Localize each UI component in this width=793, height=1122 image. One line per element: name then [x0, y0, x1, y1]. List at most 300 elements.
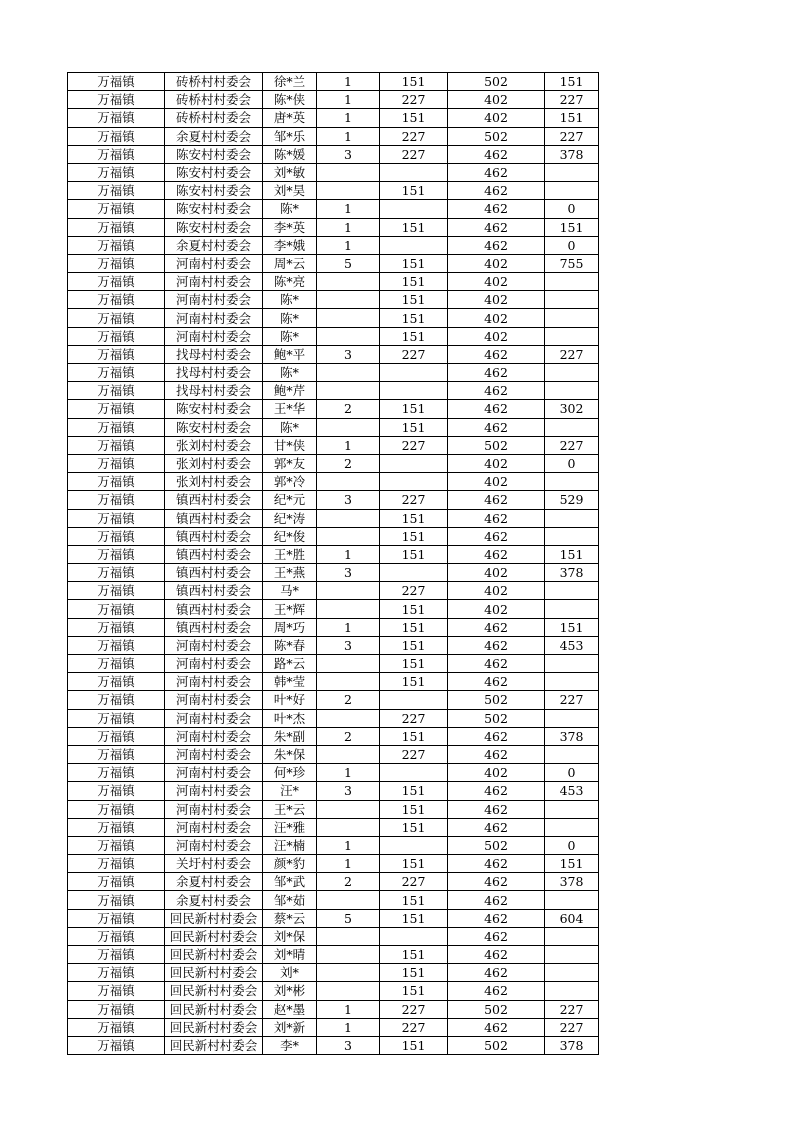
name-cell: 陈* — [263, 364, 317, 382]
amount-a-cell — [380, 764, 448, 782]
town-cell: 万福镇 — [68, 709, 165, 727]
village-committee-cell: 河南村村委会 — [165, 745, 263, 763]
total-cell — [545, 600, 599, 618]
total-cell — [545, 327, 599, 345]
village-committee-cell: 关圩村村委会 — [165, 855, 263, 873]
amount-b-cell: 462 — [448, 745, 545, 763]
name-cell: 朱*副 — [263, 727, 317, 745]
amount-a-cell: 151 — [380, 655, 448, 673]
count-cell: 3 — [317, 491, 380, 509]
town-cell: 万福镇 — [68, 873, 165, 891]
count-cell: 2 — [317, 691, 380, 709]
amount-a-cell: 227 — [380, 127, 448, 145]
town-cell: 万福镇 — [68, 527, 165, 545]
town-cell: 万福镇 — [68, 636, 165, 654]
count-cell: 1 — [317, 91, 380, 109]
amount-b-cell: 402 — [448, 564, 545, 582]
name-cell: 陈*亮 — [263, 273, 317, 291]
name-cell: 刘*昊 — [263, 182, 317, 200]
table-row — [68, 163, 599, 181]
village-committee-cell: 张刘村村委会 — [165, 473, 263, 491]
village-committee-cell: 找母村村委会 — [165, 345, 263, 363]
amount-a-cell: 151 — [380, 218, 448, 236]
amount-b-cell: 462 — [448, 418, 545, 436]
name-cell: 颜*豹 — [263, 855, 317, 873]
town-cell: 万福镇 — [68, 673, 165, 691]
table-row — [68, 527, 599, 545]
table-row — [68, 418, 599, 436]
village-committee-cell: 镇西村村委会 — [165, 491, 263, 509]
village-committee-cell: 砖桥村村委会 — [165, 109, 263, 127]
total-cell — [545, 364, 599, 382]
name-cell: 纪*俊 — [263, 527, 317, 545]
town-cell: 万福镇 — [68, 600, 165, 618]
total-cell: 227 — [545, 127, 599, 145]
amount-a-cell: 151 — [380, 291, 448, 309]
name-cell: 鲍*平 — [263, 345, 317, 363]
amount-b-cell: 402 — [448, 582, 545, 600]
town-cell: 万福镇 — [68, 127, 165, 145]
amount-b-cell: 402 — [448, 109, 545, 127]
village-committee-cell: 张刘村村委会 — [165, 436, 263, 454]
table-row — [68, 545, 599, 563]
count-cell — [317, 182, 380, 200]
table-body — [68, 73, 599, 1055]
amount-a-cell: 151 — [380, 400, 448, 418]
town-cell: 万福镇 — [68, 382, 165, 400]
village-committee-cell: 河南村村委会 — [165, 273, 263, 291]
amount-b-cell: 462 — [448, 891, 545, 909]
name-cell: 陈* — [263, 200, 317, 218]
village-committee-cell: 河南村村委会 — [165, 709, 263, 727]
table-row — [68, 582, 599, 600]
table-row — [68, 436, 599, 454]
name-cell: 徐*兰 — [263, 73, 317, 91]
name-cell: 王*辉 — [263, 600, 317, 618]
amount-a-cell: 151 — [380, 909, 448, 927]
amount-b-cell: 462 — [448, 855, 545, 873]
village-committee-cell: 回民新村村委会 — [165, 946, 263, 964]
amount-a-cell — [380, 927, 448, 945]
count-cell — [317, 600, 380, 618]
town-cell: 万福镇 — [68, 727, 165, 745]
amount-a-cell: 151 — [380, 855, 448, 873]
table-row — [68, 727, 599, 745]
total-cell: 151 — [545, 218, 599, 236]
total-cell: 0 — [545, 200, 599, 218]
name-cell: 陈* — [263, 327, 317, 345]
village-committee-cell: 河南村村委会 — [165, 782, 263, 800]
village-committee-cell: 回民新村村委会 — [165, 927, 263, 945]
amount-b-cell: 502 — [448, 691, 545, 709]
amount-b-cell: 462 — [448, 182, 545, 200]
total-cell: 151 — [545, 109, 599, 127]
town-cell: 万福镇 — [68, 1000, 165, 1018]
total-cell — [545, 382, 599, 400]
table-row — [68, 473, 599, 491]
amount-b-cell: 462 — [448, 636, 545, 654]
town-cell: 万福镇 — [68, 73, 165, 91]
amount-a-cell — [380, 691, 448, 709]
town-cell: 万福镇 — [68, 782, 165, 800]
amount-a-cell: 151 — [380, 600, 448, 618]
amount-a-cell — [380, 200, 448, 218]
village-committee-cell: 砖桥村村委会 — [165, 91, 263, 109]
total-cell — [545, 946, 599, 964]
amount-b-cell: 462 — [448, 382, 545, 400]
amount-a-cell: 227 — [380, 1000, 448, 1018]
count-cell — [317, 745, 380, 763]
table-row — [68, 127, 599, 145]
town-cell: 万福镇 — [68, 254, 165, 272]
count-cell — [317, 291, 380, 309]
count-cell — [317, 673, 380, 691]
total-cell — [545, 964, 599, 982]
amount-b-cell: 462 — [448, 909, 545, 927]
village-committee-cell: 回民新村村委会 — [165, 982, 263, 1000]
name-cell: 王*华 — [263, 400, 317, 418]
table-row — [68, 182, 599, 200]
total-cell — [545, 745, 599, 763]
table-row — [68, 564, 599, 582]
table-row — [68, 873, 599, 891]
count-cell: 3 — [317, 636, 380, 654]
name-cell: 李*英 — [263, 218, 317, 236]
town-cell: 万福镇 — [68, 745, 165, 763]
count-cell: 2 — [317, 727, 380, 745]
total-cell: 755 — [545, 254, 599, 272]
name-cell: 周*云 — [263, 254, 317, 272]
amount-b-cell: 462 — [448, 982, 545, 1000]
amount-a-cell: 151 — [380, 73, 448, 91]
amount-b-cell: 462 — [448, 509, 545, 527]
amount-a-cell: 227 — [380, 1018, 448, 1036]
amount-a-cell: 151 — [380, 1036, 448, 1054]
amount-b-cell: 462 — [448, 946, 545, 964]
count-cell: 5 — [317, 254, 380, 272]
total-cell: 378 — [545, 145, 599, 163]
total-cell — [545, 527, 599, 545]
town-cell: 万福镇 — [68, 564, 165, 582]
name-cell: 郭*冷 — [263, 473, 317, 491]
count-cell: 1 — [317, 218, 380, 236]
name-cell: 陈*侠 — [263, 91, 317, 109]
town-cell: 万福镇 — [68, 891, 165, 909]
table-row — [68, 836, 599, 854]
village-committee-cell: 陈安村村委会 — [165, 182, 263, 200]
amount-a-cell: 151 — [380, 509, 448, 527]
town-cell: 万福镇 — [68, 927, 165, 945]
amount-b-cell: 462 — [448, 1018, 545, 1036]
name-cell: 刘*敏 — [263, 163, 317, 181]
total-cell: 378 — [545, 564, 599, 582]
count-cell: 1 — [317, 127, 380, 145]
total-cell: 378 — [545, 1036, 599, 1054]
total-cell — [545, 927, 599, 945]
total-cell: 378 — [545, 727, 599, 745]
amount-b-cell: 462 — [448, 236, 545, 254]
count-cell: 3 — [317, 145, 380, 163]
name-cell: 纪*元 — [263, 491, 317, 509]
amount-b-cell: 462 — [448, 345, 545, 363]
name-cell: 汪*雅 — [263, 818, 317, 836]
count-cell: 1 — [317, 1018, 380, 1036]
name-cell: 路*云 — [263, 655, 317, 673]
name-cell: 陈* — [263, 309, 317, 327]
table-row — [68, 1000, 599, 1018]
village-committee-cell: 河南村村委会 — [165, 836, 263, 854]
total-cell: 227 — [545, 436, 599, 454]
name-cell: 陈* — [263, 418, 317, 436]
table-row — [68, 1036, 599, 1054]
total-cell: 227 — [545, 1018, 599, 1036]
total-cell — [545, 655, 599, 673]
table-row — [68, 636, 599, 654]
village-committee-cell: 砖桥村村委会 — [165, 73, 263, 91]
amount-a-cell: 227 — [380, 436, 448, 454]
count-cell — [317, 327, 380, 345]
count-cell: 2 — [317, 873, 380, 891]
amount-b-cell: 462 — [448, 782, 545, 800]
village-committee-cell: 河南村村委会 — [165, 636, 263, 654]
village-committee-cell: 河南村村委会 — [165, 818, 263, 836]
amount-b-cell: 462 — [448, 800, 545, 818]
total-cell: 151 — [545, 73, 599, 91]
amount-a-cell — [380, 236, 448, 254]
town-cell: 万福镇 — [68, 655, 165, 673]
table-row — [68, 309, 599, 327]
table-row — [68, 855, 599, 873]
amount-b-cell: 402 — [448, 473, 545, 491]
table-row — [68, 655, 599, 673]
amount-b-cell: 402 — [448, 454, 545, 472]
count-cell: 1 — [317, 236, 380, 254]
amount-a-cell: 151 — [380, 182, 448, 200]
total-cell: 151 — [545, 618, 599, 636]
amount-a-cell: 227 — [380, 745, 448, 763]
amount-b-cell: 502 — [448, 436, 545, 454]
count-cell — [317, 309, 380, 327]
town-cell: 万福镇 — [68, 418, 165, 436]
count-cell — [317, 927, 380, 945]
amount-b-cell: 462 — [448, 618, 545, 636]
total-cell: 227 — [545, 345, 599, 363]
amount-a-cell: 151 — [380, 527, 448, 545]
town-cell: 万福镇 — [68, 764, 165, 782]
village-committee-cell: 河南村村委会 — [165, 727, 263, 745]
amount-b-cell: 462 — [448, 873, 545, 891]
table-row — [68, 454, 599, 472]
total-cell — [545, 309, 599, 327]
total-cell: 0 — [545, 454, 599, 472]
amount-b-cell: 502 — [448, 127, 545, 145]
name-cell: 鲍*芹 — [263, 382, 317, 400]
amount-a-cell: 151 — [380, 618, 448, 636]
amount-a-cell: 151 — [380, 946, 448, 964]
name-cell: 赵*墨 — [263, 1000, 317, 1018]
total-cell — [545, 418, 599, 436]
amount-a-cell: 151 — [380, 964, 448, 982]
town-cell: 万福镇 — [68, 163, 165, 181]
count-cell: 1 — [317, 1000, 380, 1018]
village-committee-cell: 河南村村委会 — [165, 800, 263, 818]
amount-b-cell: 402 — [448, 91, 545, 109]
amount-a-cell: 227 — [380, 345, 448, 363]
village-committee-cell: 陈安村村委会 — [165, 400, 263, 418]
total-cell: 378 — [545, 873, 599, 891]
table-row — [68, 709, 599, 727]
village-committee-cell: 找母村村委会 — [165, 382, 263, 400]
data-table — [67, 72, 599, 1055]
amount-a-cell: 151 — [380, 982, 448, 1000]
count-cell: 1 — [317, 618, 380, 636]
name-cell: 刘*保 — [263, 927, 317, 945]
town-cell: 万福镇 — [68, 182, 165, 200]
amount-a-cell — [380, 473, 448, 491]
table-row — [68, 400, 599, 418]
total-cell — [545, 582, 599, 600]
table-row — [68, 73, 599, 91]
count-cell — [317, 418, 380, 436]
total-cell: 604 — [545, 909, 599, 927]
total-cell: 227 — [545, 91, 599, 109]
table-row — [68, 800, 599, 818]
amount-a-cell: 151 — [380, 673, 448, 691]
table-row — [68, 691, 599, 709]
name-cell: 郭*友 — [263, 454, 317, 472]
name-cell: 陈*春 — [263, 636, 317, 654]
table-row — [68, 145, 599, 163]
total-cell: 453 — [545, 636, 599, 654]
town-cell: 万福镇 — [68, 582, 165, 600]
amount-a-cell: 151 — [380, 891, 448, 909]
name-cell: 刘*晴 — [263, 946, 317, 964]
count-cell: 3 — [317, 345, 380, 363]
name-cell: 陈*媛 — [263, 145, 317, 163]
village-committee-cell: 河南村村委会 — [165, 291, 263, 309]
count-cell: 1 — [317, 436, 380, 454]
village-committee-cell: 河南村村委会 — [165, 309, 263, 327]
village-committee-cell: 陈安村村委会 — [165, 163, 263, 181]
name-cell: 王*胜 — [263, 545, 317, 563]
village-committee-cell: 河南村村委会 — [165, 254, 263, 272]
town-cell: 万福镇 — [68, 964, 165, 982]
count-cell: 3 — [317, 782, 380, 800]
town-cell: 万福镇 — [68, 91, 165, 109]
table-row — [68, 291, 599, 309]
count-cell — [317, 709, 380, 727]
total-cell — [545, 800, 599, 818]
amount-a-cell — [380, 564, 448, 582]
town-cell: 万福镇 — [68, 855, 165, 873]
amount-a-cell: 151 — [380, 109, 448, 127]
village-committee-cell: 回民新村村委会 — [165, 964, 263, 982]
village-committee-cell: 余夏村村委会 — [165, 891, 263, 909]
village-committee-cell: 回民新村村委会 — [165, 1000, 263, 1018]
count-cell — [317, 964, 380, 982]
table-row — [68, 327, 599, 345]
amount-b-cell: 462 — [448, 491, 545, 509]
table-row — [68, 909, 599, 927]
name-cell: 邹*茹 — [263, 891, 317, 909]
amount-b-cell: 462 — [448, 545, 545, 563]
village-committee-cell: 镇西村村委会 — [165, 545, 263, 563]
count-cell: 1 — [317, 764, 380, 782]
count-cell — [317, 273, 380, 291]
table-row — [68, 891, 599, 909]
amount-a-cell: 227 — [380, 491, 448, 509]
village-committee-cell: 河南村村委会 — [165, 655, 263, 673]
table-row — [68, 218, 599, 236]
table-row — [68, 200, 599, 218]
amount-b-cell: 462 — [448, 163, 545, 181]
total-cell — [545, 818, 599, 836]
town-cell: 万福镇 — [68, 109, 165, 127]
town-cell: 万福镇 — [68, 982, 165, 1000]
total-cell — [545, 891, 599, 909]
table-row — [68, 236, 599, 254]
amount-a-cell: 151 — [380, 782, 448, 800]
total-cell — [545, 673, 599, 691]
amount-a-cell: 151 — [380, 254, 448, 272]
total-cell: 0 — [545, 236, 599, 254]
town-cell: 万福镇 — [68, 946, 165, 964]
town-cell: 万福镇 — [68, 218, 165, 236]
amount-a-cell: 151 — [380, 818, 448, 836]
town-cell: 万福镇 — [68, 364, 165, 382]
count-cell — [317, 891, 380, 909]
town-cell: 万福镇 — [68, 800, 165, 818]
count-cell — [317, 946, 380, 964]
count-cell: 3 — [317, 1036, 380, 1054]
table-row — [68, 1018, 599, 1036]
amount-b-cell: 462 — [448, 527, 545, 545]
town-cell: 万福镇 — [68, 436, 165, 454]
table-row — [68, 946, 599, 964]
amount-a-cell — [380, 836, 448, 854]
name-cell: 刘*彬 — [263, 982, 317, 1000]
amount-a-cell: 151 — [380, 636, 448, 654]
amount-a-cell: 151 — [380, 800, 448, 818]
town-cell: 万福镇 — [68, 545, 165, 563]
amount-a-cell: 151 — [380, 327, 448, 345]
count-cell — [317, 364, 380, 382]
name-cell: 邹*乐 — [263, 127, 317, 145]
name-cell: 马* — [263, 582, 317, 600]
village-committee-cell: 陈安村村委会 — [165, 145, 263, 163]
amount-b-cell: 402 — [448, 600, 545, 618]
village-committee-cell: 找母村村委会 — [165, 364, 263, 382]
name-cell: 韩*莹 — [263, 673, 317, 691]
amount-a-cell: 227 — [380, 582, 448, 600]
table-row — [68, 764, 599, 782]
total-cell — [545, 273, 599, 291]
amount-a-cell — [380, 364, 448, 382]
count-cell — [317, 473, 380, 491]
total-cell: 302 — [545, 400, 599, 418]
name-cell: 王*云 — [263, 800, 317, 818]
name-cell: 李*娥 — [263, 236, 317, 254]
count-cell — [317, 163, 380, 181]
amount-b-cell: 462 — [448, 655, 545, 673]
name-cell: 叶*好 — [263, 691, 317, 709]
table-row — [68, 273, 599, 291]
name-cell: 蔡*云 — [263, 909, 317, 927]
town-cell: 万福镇 — [68, 909, 165, 927]
town-cell: 万福镇 — [68, 273, 165, 291]
town-cell: 万福镇 — [68, 1036, 165, 1054]
town-cell: 万福镇 — [68, 691, 165, 709]
